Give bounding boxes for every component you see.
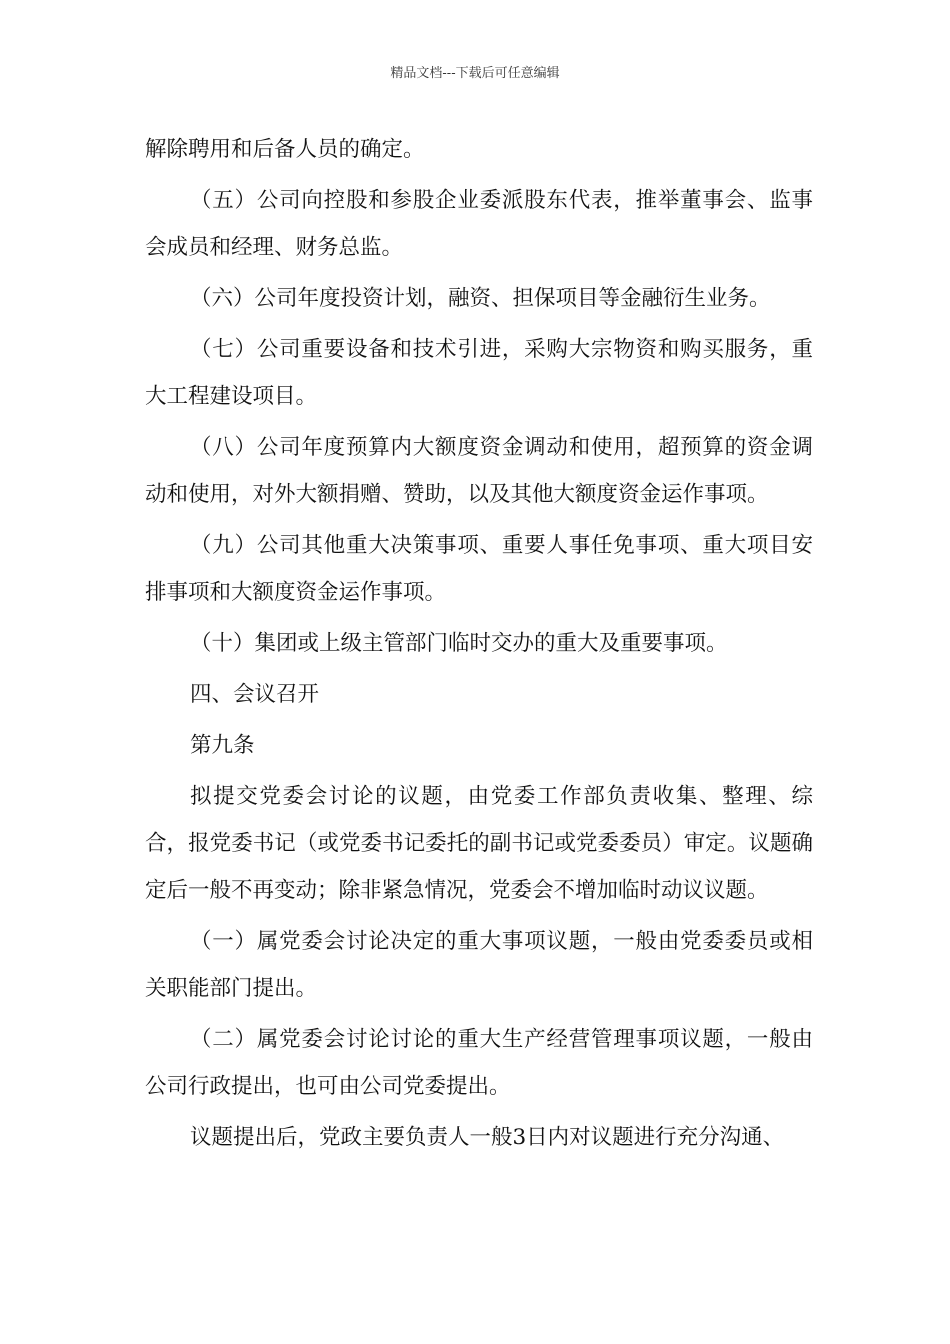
paragraph-item-5: （五）公司向控股和参股企业委派股东代表，推举董事会、监事会成员和经理、财务总监。	[145, 188, 813, 260]
section-heading: 四、会议召开	[190, 682, 320, 707]
paragraph-sub-item-2: （二）属党委会讨论讨论的重大生产经营管理事项议题，一般由公司行政提出，也可由公司党委提出。	[145, 1027, 813, 1099]
document-body	[145, 126, 813, 1161]
paragraph-after-proposal: 议题提出后，党政主要负责人一般3日内对议题进行充分沟通、	[190, 1125, 785, 1150]
paragraph-sub-item-1: （一）属党委会讨论决定的重大事项议题，一般由党委委员或相关职能部门提出。	[145, 929, 813, 1001]
paragraph-continuation: 解除聘用和后备人员的确定。	[145, 137, 425, 162]
paragraph-item-6: （六）公司年度投资计划，融资、担保项目等金融衍生业务。	[190, 286, 771, 311]
article-heading: 第九条	[190, 733, 255, 758]
paragraph-item-7: （七）公司重要设备和技术引进，采购大宗物资和购买服务，重大工程建设项目。	[145, 337, 813, 409]
paragraph-item-8: （八）公司年度预算内大额度资金调动和使用，超预算的资金调动和使用，对外大额捐赠、赞助，以及其他大额度资金运作事项。	[145, 435, 813, 507]
paragraph-agenda: 拟提交党委会讨论的议题，由党委工作部负责收集、整理、综合，报党委书记（或党委书记委托的副书记或党委委员）审定。议题确定后一般不再变动；除非紧急情况，党委会不增加临时动议议题。	[145, 784, 813, 903]
paragraph-item-10: （十）集团或上级主管部门临时交办的重大及重要事项。	[190, 631, 728, 656]
paragraph-item-9: （九）公司其他重大决策事项、重要人事任免事项、重大项目安排事项和大额度资金运作事项。	[145, 533, 813, 605]
page-header: 精品文档---下载后可任意编辑	[390, 66, 560, 81]
